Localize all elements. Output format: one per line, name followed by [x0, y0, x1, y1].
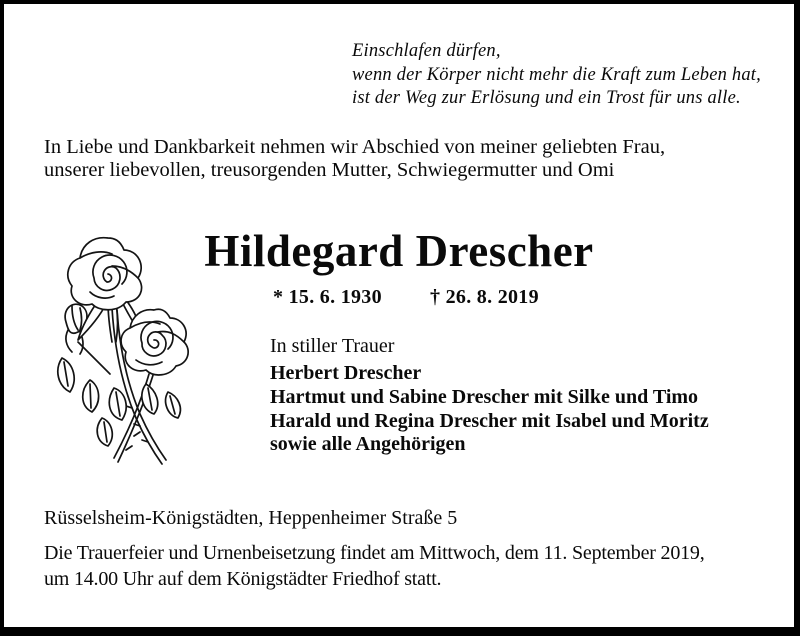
- epigraph-line: Einschlafen dürfen,: [352, 41, 501, 61]
- mourner-line: Hartmut und Sabine Drescher mit Silke und Timo: [270, 385, 699, 408]
- funeral-line: um 14.00 Uhr auf dem Königstädter Friedhof statt.: [44, 568, 442, 590]
- mourner-line: Harald und Regina Drescher mit Isabel und Moritz: [270, 409, 709, 432]
- funeral-line: Die Trauerfeier und Urnenbeisetzung findet am Mittwoch, dem 11. September 2019,: [44, 542, 705, 564]
- deceased-name: Hildegard Drescher: [204, 226, 594, 276]
- mourner-line: sowie alle Angehörigen: [270, 433, 466, 456]
- death-date: † 26. 8. 2019: [430, 286, 539, 308]
- intro-line: unserer liebevollen, treusorgenden Mutter, Schwiegermutter und Omi: [44, 159, 615, 181]
- intro-text: [44, 136, 665, 182]
- mourning-intro: In stiller Trauer: [270, 335, 395, 357]
- intro-line: In Liebe und Dankbarkeit nehmen wir Abschied von meiner geliebten Frau,: [44, 136, 666, 158]
- epigraph-line: wenn der Körper nicht mehr die Kraft zum Leben hat,: [352, 64, 761, 85]
- mourner-line: Herbert Drescher: [270, 362, 422, 384]
- epigraph: [352, 40, 761, 111]
- funeral-info: [44, 540, 705, 592]
- mourning-names: [270, 362, 709, 457]
- epigraph-line: ist der Weg zur Erlösung und ein Trost für uns alle.: [352, 88, 741, 108]
- address-line: Rüsselsheim-Königstädten, Heppenheimer Straße 5: [44, 507, 458, 529]
- birth-date: * 15. 6. 1930: [273, 286, 382, 308]
